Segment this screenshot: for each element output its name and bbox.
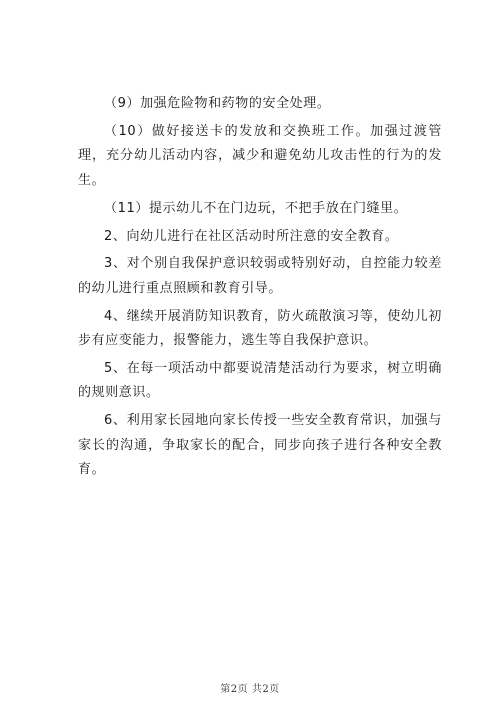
paragraph-item-9: （9）加强危险物和药物的安全处理。 (104, 96, 331, 111)
paragraph-item-11: （11）提示幼儿不在门边玩，不把手放在门缝里。 (104, 200, 408, 216)
paragraph-3: 3、对个别自我保护意识较弱或特别好动，自控能力较差的幼儿进行重点照顾和教育引导。 (78, 256, 442, 296)
page-footer: 第2页 共2页 (220, 684, 280, 695)
paragraph-5: 5、在每一项活动中都要说清楚活动行为要求，树立明确的规则意识。 (78, 361, 442, 401)
document-body (78, 92, 442, 486)
paragraph-2: 2、向幼儿进行在社区活动时所注意的安全教育。 (104, 228, 399, 244)
paragraph-item-10: （10）做好接送卡的发放和交换班工作。加强过渡管理，充分幼儿活动内容，减少和避免幼儿攻击性的行为的发生。 (78, 123, 442, 188)
paragraph-6: 6、利用家长园地向家长传授一些安全教育常识，加强与家长的沟通，争取家长的配合，同步向孩子进行各种安全教育。 (78, 413, 442, 478)
paragraph-4: 4、继续开展消防知识教育，防火疏散演习等，使幼儿初步有应变能力，报警能力，逃生等自我保护意识。 (78, 308, 442, 349)
